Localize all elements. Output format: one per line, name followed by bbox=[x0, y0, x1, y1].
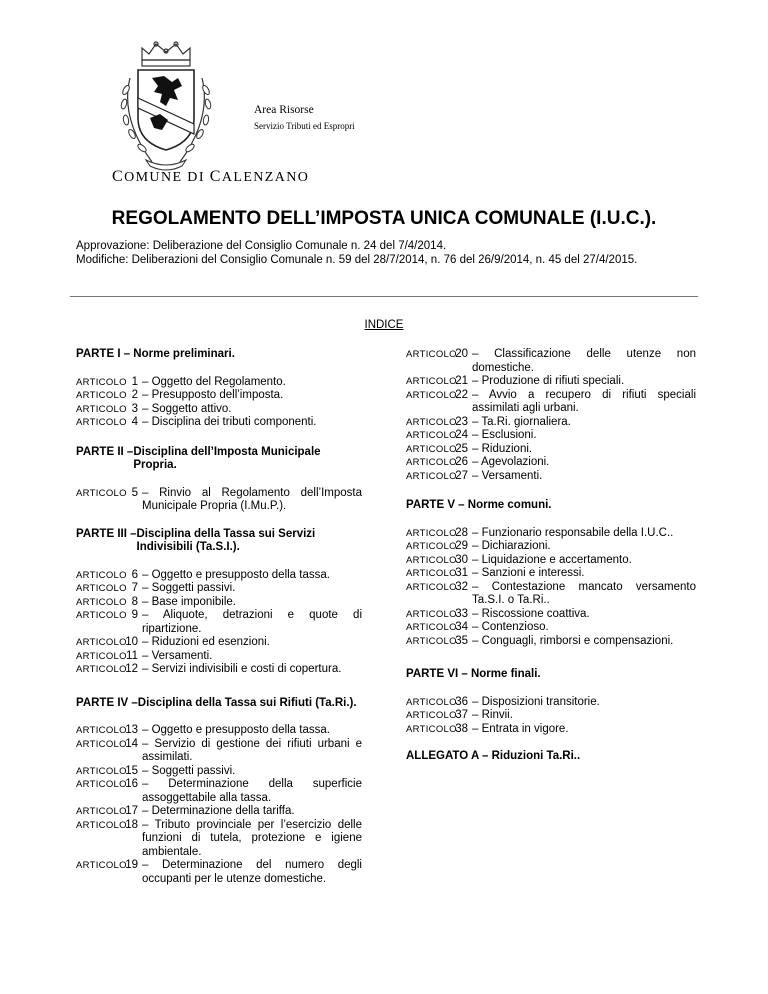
article-title: – Riduzioni ed esenzioni. bbox=[142, 636, 270, 648]
article-entry bbox=[406, 608, 696, 622]
article-title: – Versamenti. bbox=[472, 469, 543, 482]
article-title: – Rinvio al Regolamento dell’Imposta Municipale Propria (I.Mu.P.). bbox=[142, 486, 362, 512]
article-number: 35 bbox=[455, 634, 468, 647]
article-entry bbox=[76, 569, 362, 583]
article-number: 22 bbox=[455, 388, 468, 401]
article-entry bbox=[406, 348, 696, 375]
part-label: PARTE III – bbox=[76, 527, 137, 540]
article-number: 6 bbox=[131, 568, 138, 581]
article-keyword: ARTICOLO bbox=[76, 487, 127, 499]
article-entry bbox=[406, 527, 696, 541]
article-number: 31 bbox=[455, 567, 468, 579]
article-title: – Rinvii. bbox=[472, 709, 513, 721]
article-entry bbox=[76, 663, 362, 677]
article-entry bbox=[406, 581, 696, 608]
article-keyword: ARTICOLO bbox=[406, 541, 457, 552]
article-entry bbox=[406, 389, 696, 416]
article-list bbox=[406, 348, 696, 483]
part-heading bbox=[76, 528, 362, 555]
article-keyword: ARTICOLO bbox=[406, 443, 457, 455]
article-title: – Oggetto e presupposto della tassa. bbox=[142, 724, 330, 736]
article-keyword: ARTICOLO bbox=[76, 725, 127, 736]
article-title: – Determinazione del numero degli occupanti per le utenze domestiche. bbox=[142, 859, 362, 885]
article-title: – Oggetto e presupposto della tassa. bbox=[142, 568, 330, 581]
article-number: 25 bbox=[455, 442, 468, 455]
article-entry bbox=[76, 416, 362, 430]
article-keyword: ARTICOLO bbox=[76, 664, 127, 675]
article-keyword: ARTICOLO bbox=[406, 696, 457, 708]
part-heading bbox=[76, 348, 362, 362]
calenzano-initial: C bbox=[209, 168, 222, 185]
article-entry bbox=[76, 650, 362, 664]
article-keyword: ARTICOLO bbox=[76, 610, 127, 621]
article-number: 4 bbox=[131, 416, 138, 428]
article-keyword: ARTICOLO bbox=[406, 581, 457, 593]
article-keyword: ARTICOLO bbox=[76, 390, 127, 401]
comune-initial: C bbox=[112, 168, 125, 185]
article-entry bbox=[76, 778, 362, 805]
part-title: Disciplina della Tassa sui Servizi Indivisibili (Ta.S.I.). bbox=[136, 527, 316, 553]
article-entry bbox=[76, 819, 362, 860]
article-keyword: ARTICOLO bbox=[76, 779, 127, 790]
article-entry bbox=[406, 443, 696, 457]
article-title: – Servizi indivisibili e costi di copertura. bbox=[142, 663, 342, 675]
index-right-column bbox=[406, 348, 696, 764]
article-title: – Contenzioso. bbox=[472, 621, 549, 633]
article-number: 8 bbox=[131, 595, 138, 608]
area-title: Area Risorse bbox=[254, 104, 314, 116]
article-title: – Versamenti. bbox=[142, 649, 213, 662]
article-keyword: ARTICOLO bbox=[76, 403, 127, 415]
part-label: PARTE VI – Norme finali. bbox=[406, 668, 541, 680]
municipality-name bbox=[112, 168, 309, 186]
article-entry bbox=[406, 470, 696, 484]
article-keyword: ARTICOLO bbox=[76, 860, 127, 871]
article-title: – Riduzioni. bbox=[472, 442, 533, 455]
article-entry bbox=[406, 635, 696, 649]
article-keyword: ARTICOLO bbox=[406, 416, 457, 428]
article-entry bbox=[406, 723, 696, 737]
article-list bbox=[76, 724, 362, 886]
article-entry bbox=[406, 375, 696, 389]
article-number: 3 bbox=[131, 402, 138, 415]
article-title: – Entrata in vigore. bbox=[472, 722, 569, 735]
article-keyword: ARTICOLO bbox=[76, 765, 127, 777]
article-title: – Riscossione coattiva. bbox=[472, 607, 590, 620]
article-entry bbox=[406, 416, 696, 430]
article-number: 5 bbox=[131, 486, 138, 499]
document-title: REGOLAMENTO DELL’IMPOSTA UNICA COMUNALE (I.U.C.). bbox=[111, 208, 657, 229]
article-title: – Tributo provinciale per l’esercizio delle funzioni di tutela, protezione e igiene ambientale. bbox=[142, 818, 362, 858]
article-title: – Determinazione della tariffa. bbox=[142, 805, 295, 817]
article-title: – Soggetti passivi. bbox=[142, 582, 236, 594]
article-title: – Classificazione delle utenze non domestiche. bbox=[472, 348, 696, 374]
article-number: 36 bbox=[455, 695, 468, 708]
article-entry bbox=[76, 389, 362, 403]
article-keyword: ARTICOLO bbox=[76, 819, 127, 831]
article-keyword: ARTICOLO bbox=[406, 376, 457, 387]
article-number: 38 bbox=[455, 722, 468, 735]
article-keyword: ARTICOLO bbox=[76, 569, 127, 581]
annex-heading: ALLEGATO A – Riduzioni Ta.Ri.. bbox=[406, 750, 581, 762]
article-title: – Avvio a recupero di rifiuti speciali assimilati agli urbani. bbox=[472, 388, 696, 414]
article-number: 30 bbox=[455, 553, 468, 566]
article-number: 28 bbox=[455, 526, 468, 539]
article-title: – Soggetti passivi. bbox=[142, 764, 236, 777]
article-entry bbox=[76, 403, 362, 417]
article-title: – Conguagli, rimborsi e compensazioni. bbox=[472, 634, 674, 647]
article-keyword: ARTICOLO bbox=[76, 376, 127, 388]
article-number: 37 bbox=[455, 709, 468, 721]
article-title: – Liquidazione e accertamento. bbox=[472, 553, 632, 566]
article-title: – Funzionario responsabile della I.U.C.. bbox=[472, 526, 674, 539]
article-number: 12 bbox=[125, 663, 138, 675]
article-number: 1 bbox=[131, 375, 138, 388]
article-entry bbox=[76, 487, 362, 514]
calenzano-rest: ALENZANO bbox=[221, 170, 310, 185]
article-entry bbox=[406, 567, 696, 581]
part-title: Disciplina dell’Imposta Municipale Propria. bbox=[133, 445, 321, 471]
article-keyword: ARTICOLO bbox=[406, 608, 457, 620]
part-label: PARTE IV – bbox=[76, 696, 138, 709]
article-number: 17 bbox=[125, 805, 138, 817]
article-number: 32 bbox=[455, 580, 468, 593]
article-keyword: ARTICOLO bbox=[406, 554, 457, 566]
article-number: 19 bbox=[125, 859, 138, 871]
article-list bbox=[406, 527, 696, 649]
index-heading: INDICE bbox=[364, 319, 404, 331]
article-entry bbox=[406, 621, 696, 635]
article-entry bbox=[76, 596, 362, 610]
article-entry bbox=[406, 540, 696, 554]
article-entry bbox=[76, 859, 362, 886]
article-number: 18 bbox=[125, 818, 138, 831]
article-keyword: ARTICOLO bbox=[76, 650, 127, 662]
article-keyword: ARTICOLO bbox=[76, 738, 127, 750]
approval-block bbox=[76, 239, 696, 267]
article-number: 15 bbox=[125, 764, 138, 777]
article-entry bbox=[76, 582, 362, 596]
part-label: PARTE I – Norme preliminari. bbox=[76, 348, 235, 360]
article-title: – Disciplina dei tributi componenti. bbox=[142, 416, 317, 428]
article-keyword: ARTICOLO bbox=[406, 389, 457, 401]
article-list bbox=[76, 569, 362, 677]
article-number: 27 bbox=[455, 469, 468, 482]
part-label: PARTE V – Norme comuni. bbox=[406, 499, 552, 511]
article-title: – Determinazione della superficie assoggettabile alla tassa. bbox=[142, 778, 362, 804]
article-keyword: ARTICOLO bbox=[406, 470, 457, 482]
article-list bbox=[406, 696, 696, 737]
article-number: 23 bbox=[455, 415, 468, 428]
article-number: 13 bbox=[125, 724, 138, 736]
article-number: 34 bbox=[455, 621, 468, 633]
article-number: 10 bbox=[125, 636, 138, 648]
article-keyword: ARTICOLO bbox=[406, 349, 457, 360]
article-keyword: ARTICOLO bbox=[406, 527, 457, 539]
article-title: – Soggetto attivo. bbox=[142, 402, 232, 415]
municipal-crest-logo bbox=[112, 38, 220, 173]
article-title: – Esclusioni. bbox=[472, 429, 537, 441]
article-keyword: ARTICOLO bbox=[406, 430, 457, 441]
article-title: – Oggetto del Regolamento. bbox=[142, 375, 286, 388]
article-keyword: ARTICOLO bbox=[406, 568, 457, 579]
article-keyword: ARTICOLO bbox=[76, 806, 127, 817]
article-entry bbox=[406, 696, 696, 710]
article-entry bbox=[406, 456, 696, 470]
modifications-line: Modifiche: Deliberazioni del Consiglio Comunale n. 59 del 28/7/2014, n. 76 del 26/9/2014, n. 45 del 27/4/2015. bbox=[76, 254, 638, 266]
article-entry bbox=[76, 609, 362, 636]
divider bbox=[70, 296, 698, 297]
article-number: 16 bbox=[125, 778, 138, 790]
approval-line: Approvazione: Deliberazione del Consiglio Comunale n. 24 del 7/4/2014. bbox=[76, 240, 447, 252]
article-number: 14 bbox=[125, 737, 138, 750]
article-number: 9 bbox=[131, 609, 138, 621]
article-keyword: ARTICOLO bbox=[406, 635, 457, 647]
part-title: Disciplina della Tassa sui Rifiuti (Ta.Ri.). bbox=[137, 696, 357, 709]
article-number: 2 bbox=[131, 389, 138, 401]
article-list bbox=[76, 376, 362, 430]
article-entry bbox=[76, 636, 362, 650]
article-number: 20 bbox=[455, 348, 468, 360]
article-keyword: ARTICOLO bbox=[406, 457, 457, 468]
article-title: – Servizio di gestione dei rifiuti urbani e assimilati. bbox=[142, 737, 362, 763]
article-number: 29 bbox=[455, 540, 468, 552]
article-title: – Presupposto dell’imposta. bbox=[142, 389, 284, 401]
article-number: 33 bbox=[455, 607, 468, 620]
article-entry bbox=[76, 738, 362, 765]
article-keyword: ARTICOLO bbox=[406, 710, 457, 721]
part-heading bbox=[76, 697, 362, 711]
article-title: – Base imponibile. bbox=[142, 595, 236, 608]
article-list bbox=[76, 487, 362, 514]
part-heading bbox=[406, 668, 696, 682]
article-title: – Sanzioni e interessi. bbox=[472, 567, 585, 579]
article-title: – Agevolazioni. bbox=[472, 456, 550, 468]
article-entry bbox=[406, 554, 696, 568]
area-subtitle: Servizio Tributi ed Espropri bbox=[254, 121, 355, 131]
article-keyword: ARTICOLO bbox=[76, 583, 127, 594]
article-entry bbox=[406, 429, 696, 443]
article-keyword: ARTICOLO bbox=[76, 596, 127, 608]
article-title: – Ta.Ri. giornaliera. bbox=[472, 415, 571, 428]
article-entry bbox=[76, 805, 362, 819]
article-keyword: ARTICOLO bbox=[76, 637, 127, 648]
article-entry bbox=[76, 765, 362, 779]
article-number: 26 bbox=[455, 456, 468, 468]
index-left-column bbox=[76, 348, 362, 886]
article-title: – Disposizioni transitorie. bbox=[472, 695, 600, 708]
article-title: – Dichiarazioni. bbox=[472, 540, 551, 552]
article-title: – Produzione di rifiuti speciali. bbox=[472, 375, 625, 387]
part-heading bbox=[76, 446, 362, 473]
article-number: 11 bbox=[126, 649, 138, 662]
article-number: 21 bbox=[455, 375, 468, 387]
article-number: 7 bbox=[131, 582, 138, 594]
part-heading bbox=[406, 499, 696, 513]
article-keyword: ARTICOLO bbox=[406, 723, 457, 735]
article-title: – Aliquote, detrazioni e quote di ripartizione. bbox=[142, 609, 362, 635]
comune-rest: OMUNE DI bbox=[124, 170, 210, 185]
article-title: – Contestazione mancato versamento Ta.S.I. o Ta.Ri.. bbox=[472, 580, 696, 606]
article-entry bbox=[76, 376, 362, 390]
article-keyword: ARTICOLO bbox=[76, 417, 127, 428]
article-number: 24 bbox=[455, 429, 468, 441]
part-label: PARTE II – bbox=[76, 445, 134, 458]
article-keyword: ARTICOLO bbox=[406, 622, 457, 633]
article-entry bbox=[76, 724, 362, 738]
article-entry bbox=[406, 709, 696, 723]
